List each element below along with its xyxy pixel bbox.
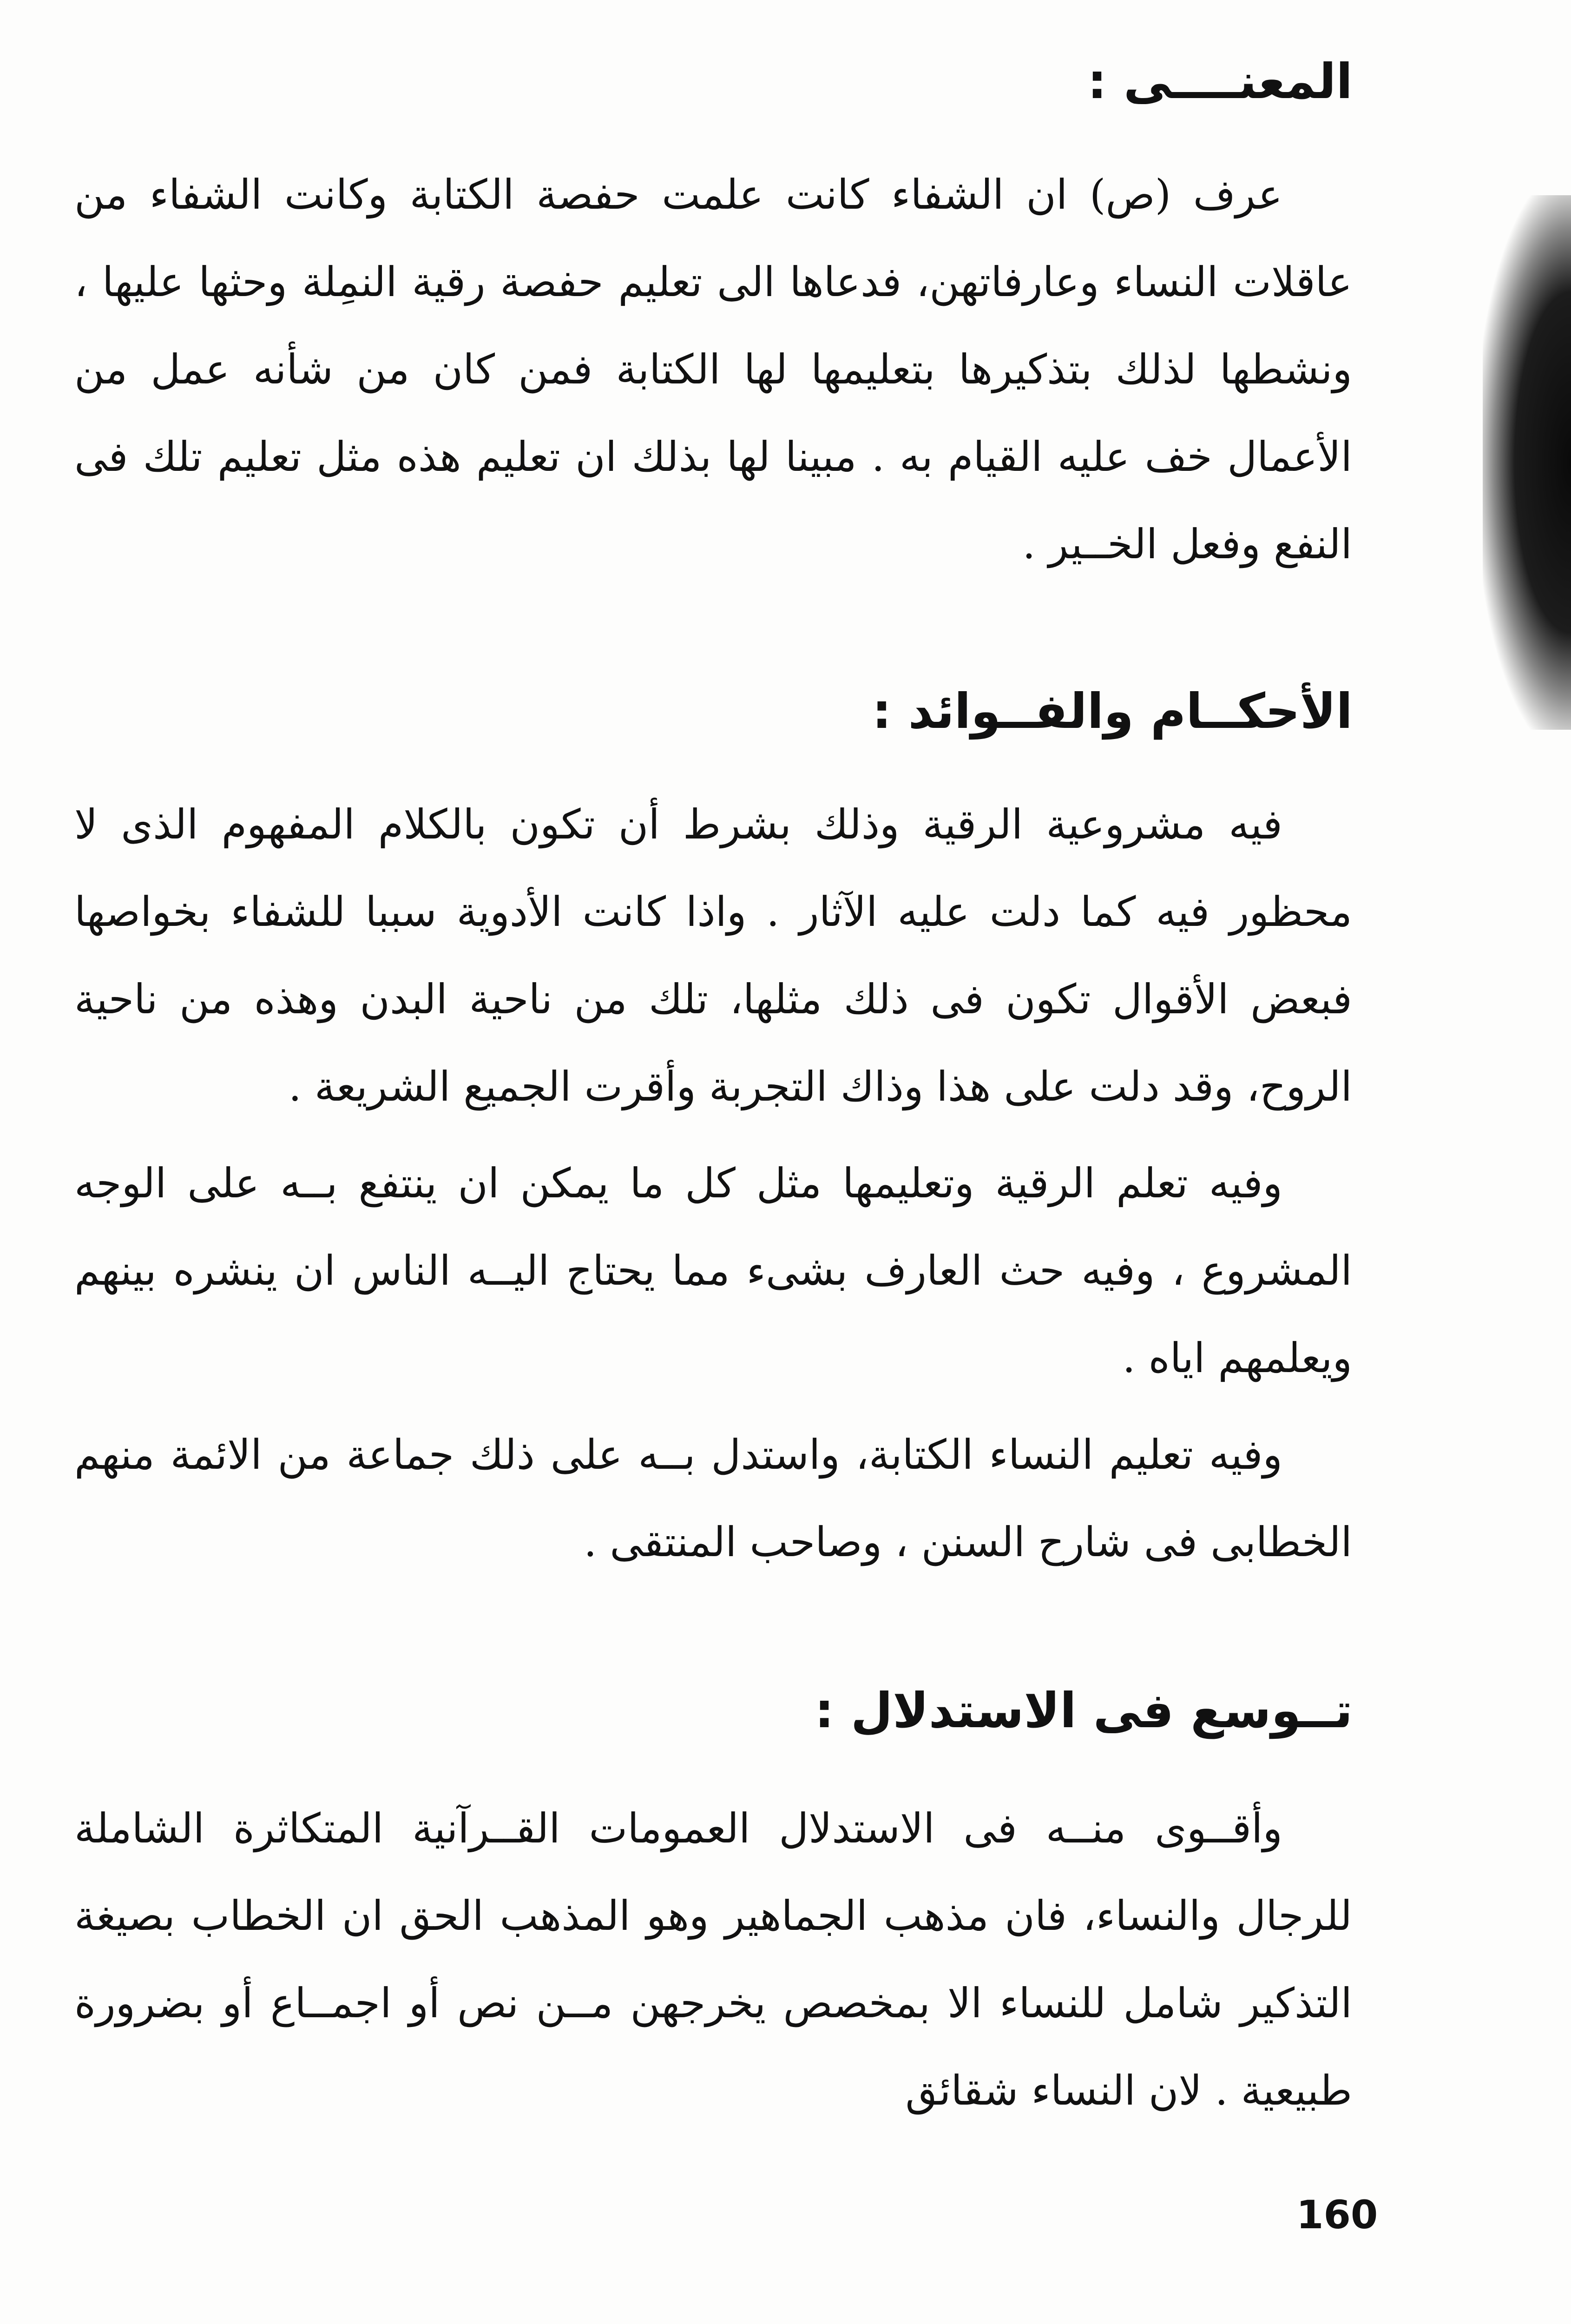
paragraph-rulings-1: فيه مشروعية الرقية وذلك بشرط أن تكون بالكلام المفهوم الذى لا محظور فيه كما دلت عليه الآثار . واذا كانت الأدوية سببا للشفاء بخواصها فبعض الأقوال تكون فى ذلك مثلها، تلك من ناحية البدن وهذه من ناحية الروح، وقد دلت على هذا وذاك التجربة وأقرت الجميع الشريعة .	[74, 800, 1352, 1110]
paragraph-rulings-2: وفيه تعلم الرقية وتعليمها مثل كل ما يمكن ان ينتفع بــه على الوجه المشروع ، وفيه حث العارف بشىء مما يحتاج اليــه الناس ان ينشره بينهم ويعلمهم اياه .	[74, 1159, 1352, 1382]
heading-meaning: المعنــــى :	[1087, 53, 1353, 110]
section-rulings	[74, 781, 1352, 1586]
section-meaning	[74, 151, 1352, 588]
section-expansion	[74, 1785, 1352, 2134]
heading-rulings: الأحكــام والفــوائد :	[872, 683, 1353, 739]
page-edge-shadow	[1483, 195, 1571, 730]
heading-expansion: تــوسع فى الاستدلال :	[815, 1682, 1353, 1739]
page-number: 160	[1296, 2192, 1378, 2238]
paragraph-rulings-3: وفيه تعليم النساء الكتابة، واستدل بــه على ذلك جماعة من الائمة منهم الخطابى فى شارح السنن ، وصاحب المنتقى .	[74, 1431, 1352, 1566]
paragraph-meaning: عرف (ص) ان الشفاء كانت علمت حفصة الكتابة وكانت الشفاء من عاقلات النساء وعارفاتهن، فدعاها الى تعليم حفصة رقية النمِلة وحثها عليها ، ونشطها لذلك بتذكيرها بتعليمها لها الكتابة فمن كان من شأنه عمل من الأعمال خف عليه القيام به . مبينا لها بذلك ان تعليم هذه مثل تعليم تلك فى النفع وفعل الخــير .	[74, 171, 1352, 568]
paragraph-expansion: وأقــوى منــه فى الاستدلال العمومات القــرآنية المتكاثرة الشاملة للرجال والنساء، فان مذهب الجماهير وهو المذهب الحق ان الخطاب بصيغة التذكير شامل للنساء الا بمخصص يخرجهن مــن نص أو اجمــاع أو بضرورة طبيعية . لان النساء شقائق	[74, 1804, 1352, 2114]
